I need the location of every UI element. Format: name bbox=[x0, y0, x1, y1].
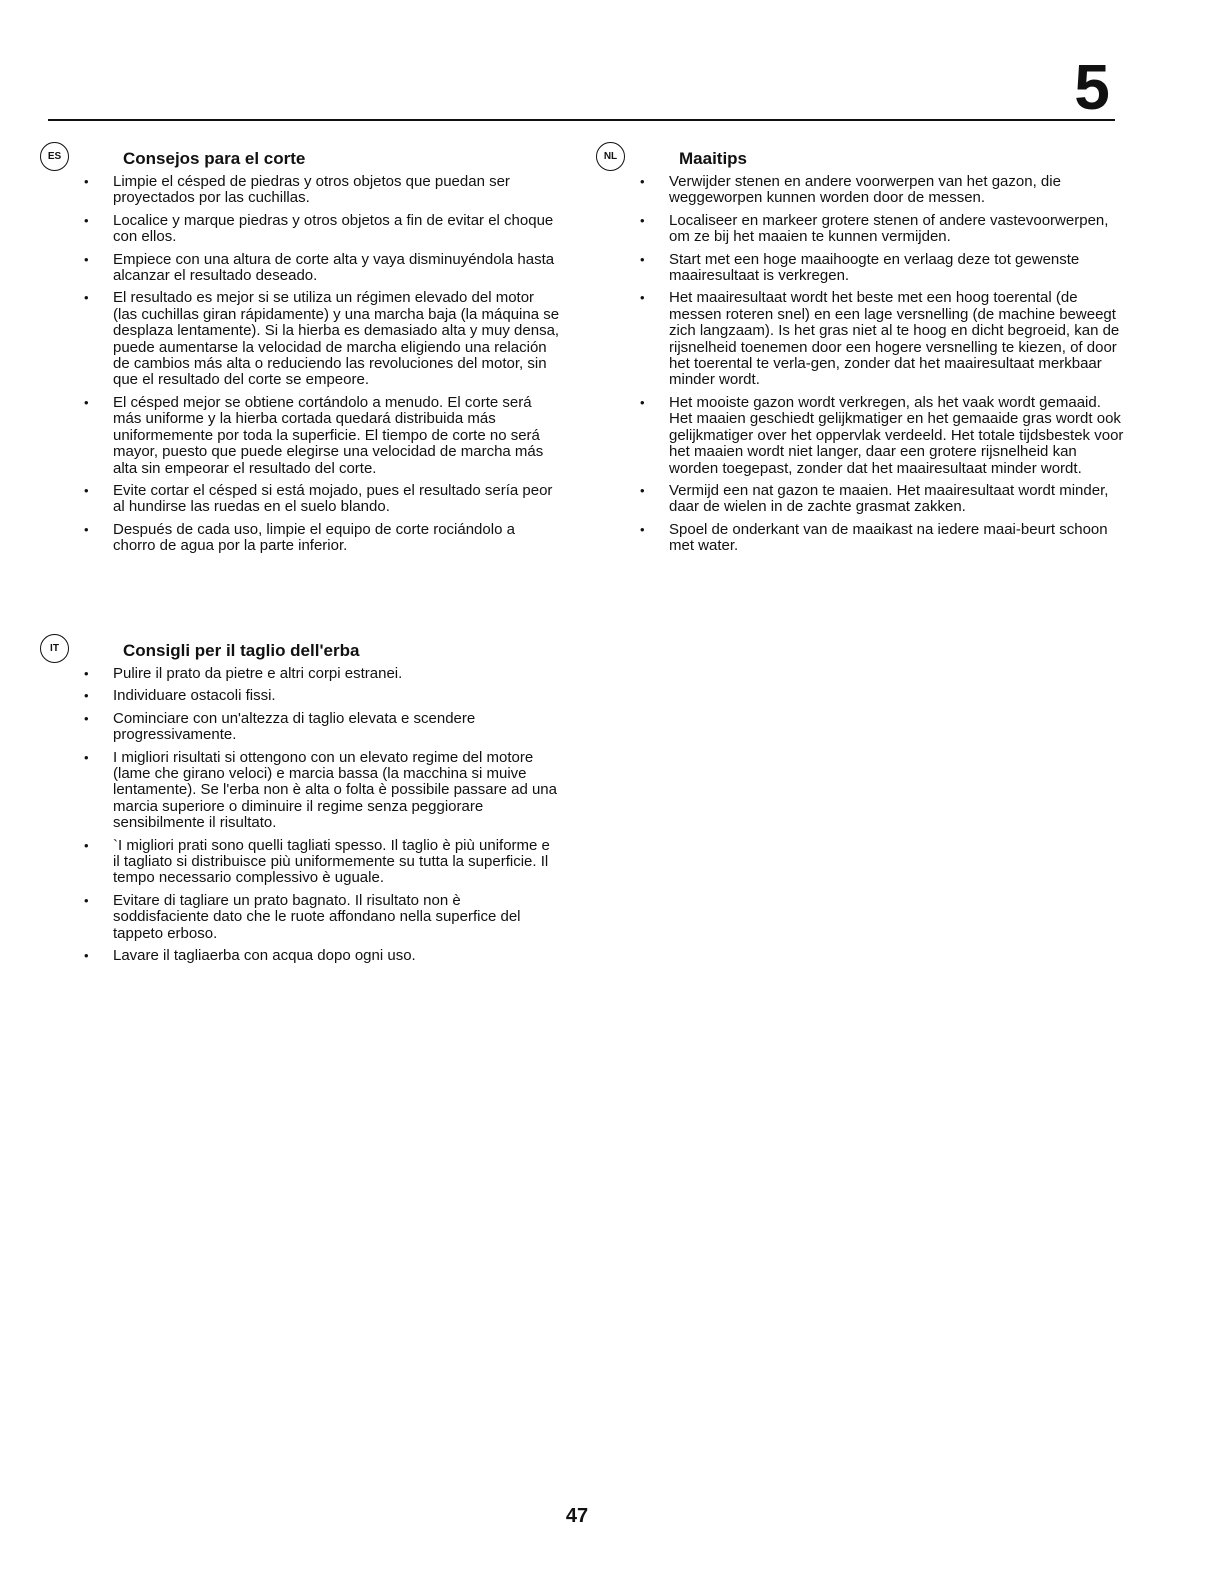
list-item-text: Evitare di tagliare un prato bagnato. Il risultato non è soddisfaciente dato che le ruote affondano nella superfice del tappeto erboso. bbox=[113, 891, 521, 942]
list-item-text: Después de cada uso, limpie el equipo de corte rociándolo a chorro de agua por la parte inferior. bbox=[113, 520, 515, 555]
bullet: • bbox=[640, 521, 645, 537]
bullet: • bbox=[84, 749, 89, 765]
bullet: • bbox=[84, 837, 89, 853]
list-item bbox=[40, 750, 560, 832]
list-item bbox=[40, 893, 560, 942]
list-item-text: Cominciare con un'altezza di taglio elevata e scendere progressivamente. bbox=[113, 709, 476, 744]
bullet: • bbox=[84, 290, 89, 306]
list-item-text: Empiece con una altura de corte alta y vaya disminuyéndola hasta alcanzar el resultado deseado. bbox=[113, 250, 555, 285]
list-item-text: Evite cortar el césped si está mojado, pues el resultado sería peor al hundirse las ruedas en el suelo blando. bbox=[113, 481, 553, 516]
list-item-text: Localice y marque piedras y otros objetos a fin de evitar el choque con ellos. bbox=[113, 211, 554, 246]
list-item bbox=[40, 252, 560, 285]
list-item-text: Start met een hoge maaihoogte en verlaag deze tot gewenste maairesultaat is verkregen. bbox=[669, 250, 1080, 285]
list-item-text: Lavare il tagliaerba con acqua dopo ogni uso. bbox=[113, 947, 416, 965]
list-item bbox=[40, 666, 560, 682]
list-item bbox=[40, 838, 560, 887]
bullet: • bbox=[84, 666, 89, 681]
list-item bbox=[596, 213, 1124, 246]
bullet: • bbox=[84, 892, 89, 908]
bullet: • bbox=[84, 174, 89, 189]
tips-list-it bbox=[40, 666, 560, 971]
list-item-text: `I migliori prati sono quelli tagliati spesso. Il taglio è più uniforme e il tagliato si distribuisce più uniformemente su tutta la superficie. Il tempo necessario complessivo è uguale. bbox=[113, 836, 550, 887]
list-item bbox=[596, 483, 1124, 516]
bullet: • bbox=[640, 251, 645, 267]
bullet: • bbox=[84, 394, 89, 410]
list-item-text: Vermijd een nat gazon te maaien. Het maairesultaat wordt minder, daar de wielen in de zachte grasmat zakken. bbox=[669, 481, 1109, 516]
list-item bbox=[40, 290, 560, 388]
list-item bbox=[40, 213, 560, 246]
list-item-text: El césped mejor se obtiene cortándolo a menudo. El corte será más uniforme y la hierba cortada quedará distribuida más uniformemente por toda la superficie. El tiempo de corte no será mayor, puesto que puede elegirse una velocidad de marcha más alta sin empeorar el resultado del corte. bbox=[113, 393, 544, 477]
section-title-it: Consigli per il taglio dell'erba bbox=[123, 641, 360, 660]
bullet: • bbox=[84, 212, 89, 228]
list-item-text: Limpie el césped de piedras y otros objetos que puedan ser proyectados por las cuchillas. bbox=[113, 173, 510, 207]
list-item-text: Verwijder stenen en andere voorwerpen van het gazon, die weggeworpen kunnen worden door de messen. bbox=[669, 173, 1061, 207]
bullet: • bbox=[84, 251, 89, 267]
list-item-text: Individuare ostacoli fissi. bbox=[113, 687, 276, 705]
section-title-nl: Maaitips bbox=[679, 149, 748, 168]
language-badge-nl: NL bbox=[596, 142, 625, 171]
language-badge-es: ES bbox=[40, 142, 69, 171]
language-badge-it: IT bbox=[40, 634, 69, 663]
chapter-number: 5 bbox=[1074, 51, 1110, 123]
list-item-text: Spoel de onderkant van de maaikast na iedere maai-beurt schoon met water. bbox=[669, 520, 1108, 555]
list-item bbox=[596, 395, 1124, 477]
bullet: • bbox=[640, 482, 645, 498]
list-item-text: Pulire il prato da pietre e altri corpi estranei. bbox=[113, 665, 403, 682]
tips-list-es bbox=[40, 174, 560, 561]
bullet: • bbox=[84, 482, 89, 498]
page-number: 47 bbox=[565, 1505, 589, 1527]
tips-list-nl bbox=[596, 174, 1124, 561]
list-item bbox=[596, 174, 1124, 207]
bullet: • bbox=[640, 394, 645, 410]
list-item bbox=[40, 395, 560, 477]
list-item bbox=[40, 711, 560, 744]
list-item bbox=[596, 522, 1124, 555]
bullet: • bbox=[84, 688, 89, 704]
list-item bbox=[596, 290, 1124, 388]
list-item bbox=[596, 252, 1124, 285]
bullet: • bbox=[640, 290, 645, 306]
list-item bbox=[40, 174, 560, 207]
list-item-text: Localiseer en markeer grotere stenen of andere vastevoorwerpen, om ze bij het maaien te kunnen vermijden. bbox=[669, 211, 1109, 246]
bullet: • bbox=[84, 521, 89, 537]
bullet: • bbox=[640, 174, 645, 189]
list-item-text: Het mooiste gazon wordt verkregen, als het vaak wordt gemaaid. Het maaien geschiedt gelijkmatiger en het gemaaide gras wordt ook gelijkmatiger over het oppervlak verdeeld. Het totale tijdsbestek voor het maaien wordt niet langer, daar een grotere rijsnelheid kan worden toegepast, zonder dat het maairesultaat minder wordt. bbox=[669, 393, 1124, 477]
list-item-text: El resultado es mejor si se utiliza un régimen elevado del motor (las cuchillas giran rápidamente) y una marcha baja (la máquina se desplaza lentamente). Si la hierba es demasiado alta y muy densa, puede aumentarse la velocidad de marcha eligiendo una relación de cambios más alta o reduciendo las revoluciones del motor, sin que el resultado del corte se empeore. bbox=[113, 289, 560, 389]
bullet: • bbox=[84, 948, 89, 964]
list-item bbox=[40, 948, 560, 964]
list-item-text: Het maairesultaat wordt het beste met een hoog toerental (de messen roteren snel) en een lage versnelling (de machine beweegt zich langzaam). Is het gras niet al te hoog en dicht begroeid, kan de rijsnelheid toenemen door een hogere versnelling te kiezen, of door het toerental te verla-gen, zonder dat het maairesultaat merkbaar minder wordt. bbox=[669, 289, 1120, 389]
list-item bbox=[40, 688, 560, 704]
bullet: • bbox=[640, 212, 645, 228]
bullet: • bbox=[84, 710, 89, 726]
section-title-es: Consejos para el corte bbox=[123, 149, 306, 168]
list-item bbox=[40, 483, 560, 516]
list-item bbox=[40, 522, 560, 555]
list-item-text: I migliori risultati si ottengono con un elevato regime del motore (lame che girano veloci) e marcia bassa (la macchina si muive lentamente). Se l'erba non è alta o folta è possibile passare ad una marcia superiore o diminuire il regime senza peggiorare sensibilmente il risultato. bbox=[113, 748, 557, 832]
header-rule bbox=[48, 119, 1115, 121]
